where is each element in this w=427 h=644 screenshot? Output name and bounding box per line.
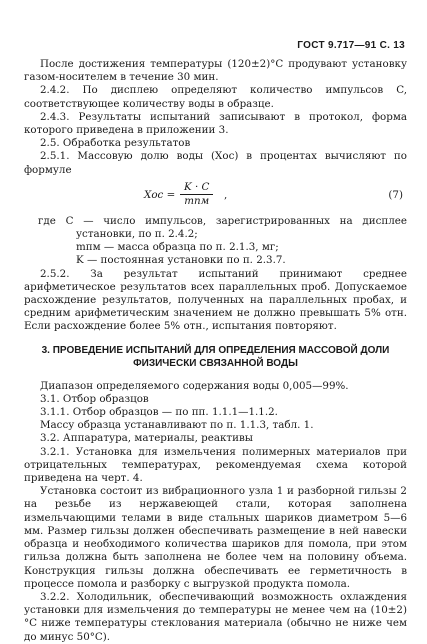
paragraph: 3.1.1. Отбор образцов — по пп. 1.1.1—1.1.2. bbox=[40, 406, 278, 419]
paragraph: 2.5.2. За результат испытаний принимают среднее арифметическое результатов всех параллельных проб. Допускаемое расхождение результатов, полученных на параллельных пробах, и средним арифметическим значением не должно превышать 5% отн. Если расхождение более 5% отн., испытания повторяют. bbox=[24, 267, 407, 333]
formula-comma: , bbox=[224, 188, 228, 201]
paragraph: 2.4.2. По дисплею определяют количество импульсов C, соответствующее количеству воды в образце. bbox=[24, 84, 407, 110]
subsection-heading: 3.1. Отбор образцов bbox=[40, 392, 149, 405]
legend-item: mпм — масса образца по п. 2.1.3, мг; bbox=[76, 241, 279, 254]
formula-legend bbox=[24, 215, 407, 268]
section-heading: 3. ПРОВЕДЕНИЕ ИСПЫТАНИЙ ДЛЯ ОПРЕДЕЛЕНИЯ МАССОВОЙ ДОЛИ ФИЗИЧЕСКИ СВЯЗАННОЙ ВОДЫ bbox=[41, 344, 390, 369]
legend-item: где C — число импульсов, зарегистрированных на дисплее установки, по п. 2.4.2; bbox=[38, 214, 407, 241]
page-header: ГОСТ 9.717—91 С. 13 bbox=[297, 40, 405, 51]
subsection-heading: 2.5. Обработка результатов bbox=[40, 137, 191, 150]
paragraph: Установка состоит из вибрационного узла 1 и разборной гильзы 2 на резьбе из нержавеющей стали, которая заполнена измельчающими телами в виде стальных шариков диаметром 5—6 мм. Размер гильзы должен обеспечивать размещение в ней навески образца и необходимого количества шариков для помола, при этом гильза должна быть заполнена не более чем на половину объема. Конструкция гильзы должна обеспечивать ее герметичность в процессе помола и разборку с выгрузкой продукта помола. bbox=[24, 485, 407, 590]
paragraph: 3.2.2. Холодильник, обеспечивающий возможность охлаждения установки для измельчения до температуры не менее чем на (10±2)°С ниже температуры стеклования материала (обычно не ниже чем до минус 50°С). bbox=[24, 590, 407, 643]
paragraph: После достижения температуры (120±2)°С продувают установку газом-носителем в течение 30 мин. bbox=[24, 58, 407, 84]
equation-number: (7) bbox=[388, 188, 403, 201]
paragraph: 2.5.1. Массовую долю воды (Xос) в процентах вычисляют по формуле bbox=[24, 150, 407, 176]
paragraph: 3.2.1. Установка для измельчения полимерных материалов при отрицательных температурах, рекомендуемая схема которой приведена на черт. 4. bbox=[24, 445, 407, 485]
formula-denominator: mпм bbox=[184, 195, 210, 208]
formula-7 bbox=[24, 179, 407, 213]
formula-fraction bbox=[180, 181, 213, 208]
paragraph: 2.4.3. Результаты испытаний записывают в протокол, форма которого приведена в приложении 3. bbox=[24, 110, 407, 137]
paragraph: Массу образца устанавливают по п. 1.1.3, табл. 1. bbox=[40, 419, 314, 432]
subsection-heading: 3.2. Аппаратура, материалы, реактивы bbox=[40, 432, 253, 445]
formula-numerator: K · C bbox=[180, 181, 213, 195]
document-body bbox=[24, 58, 407, 644]
legend-item: K — постоянная установки по п. 2.3.7. bbox=[76, 254, 286, 267]
formula-lhs: Xос = bbox=[144, 188, 176, 201]
paragraph: Диапазон определяемого содержания воды 0,005—99%. bbox=[40, 379, 349, 392]
